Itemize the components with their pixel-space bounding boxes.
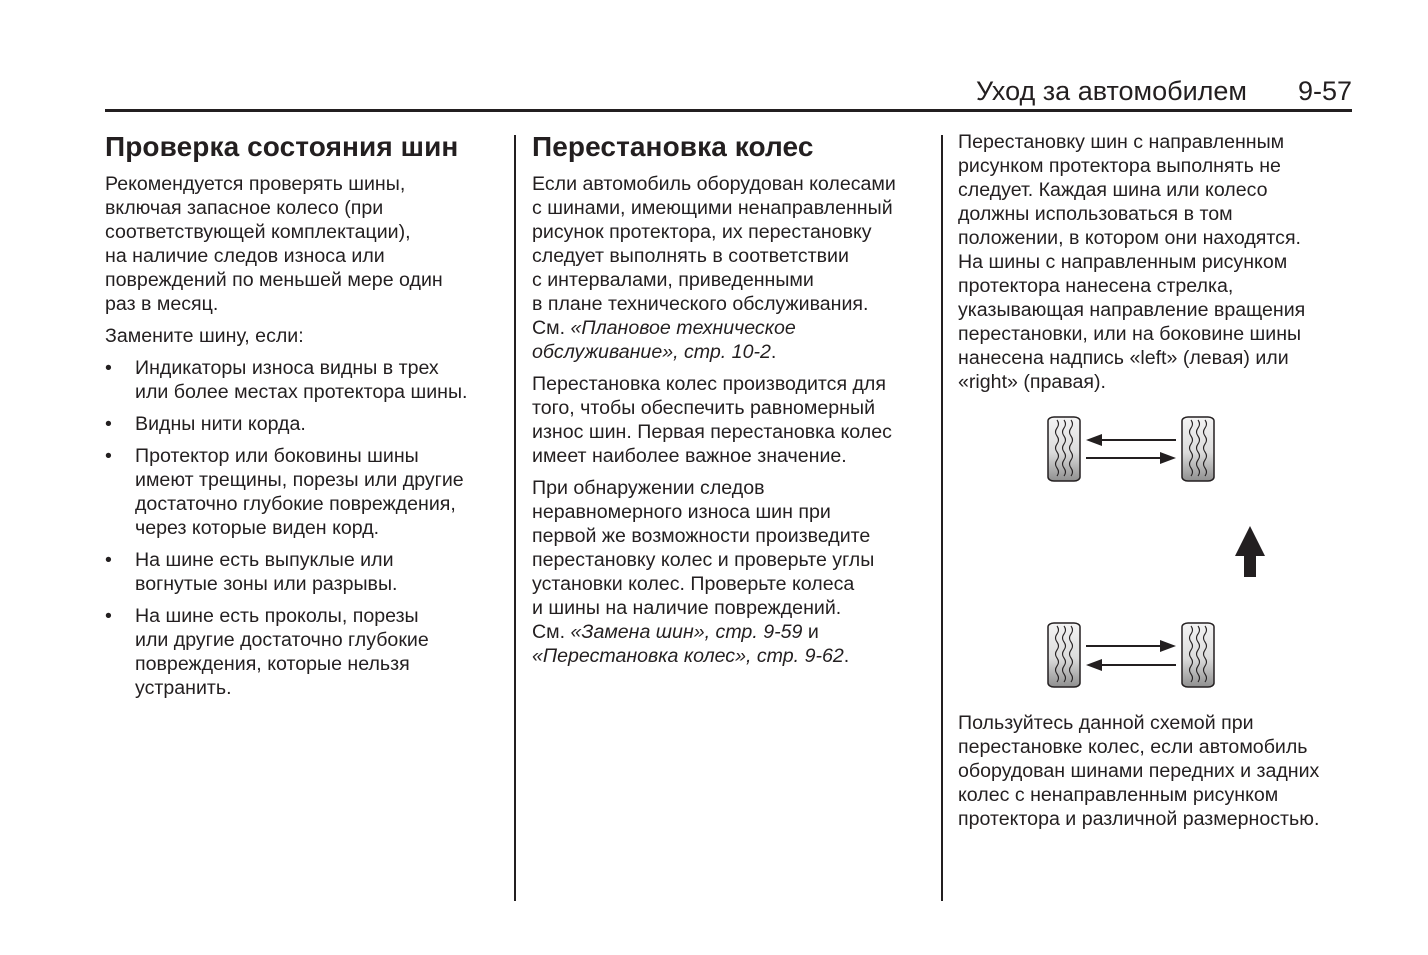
section-title: Уход за автомобилем [975,76,1247,106]
uneven-wear-paragraph: При обнаружении следов неравномерного износа шин при первой же возможности произведите перестановку колес и проверьте углы установки колес. Проверьте колеса и шины на наличие повреждений. См. «Замена шин», стр. 9-59 и «Перестановка колес», стр. 9-62. [532,477,875,667]
header-rule [105,109,1352,112]
arrow-right-icon [1086,452,1176,464]
arrow-left-icon [1086,434,1176,446]
bullet-icon: • [105,445,112,467]
cross-reference-link[interactable]: обслуживание», стр. 10-2 [532,341,771,363]
list-item: • На шине есть выпуклые или вогнутые зоны или разрывы. [105,549,398,595]
bullet-icon: • [105,605,112,627]
bullet-icon: • [105,413,112,435]
diagram-usage-paragraph-block [958,711,1358,839]
diagram-usage-paragraph: Пользуйтесь данной схемой при перестановке колес, если автомобиль оборудован шинами передних и задних колес с ненаправленным рисунком протектора и различной размерностью. [958,712,1320,830]
replace-if-label: Замените шину, если: [105,325,304,347]
arrow-up-icon [1235,526,1265,577]
cross-reference-link[interactable]: «Замена шин», стр. 9-59 [570,621,803,643]
directional-tires-paragraph: Перестановку шин с направленным рисунком протектора выполнять не следует. Каждая шина или колесо должны использоваться в том положении, в котором они находятся. На шины с направленным рисунком протектора нанесена стрелка, указывающая направление вращения перестановки, или на боковине шины нанесена надпись «left» (левая) или «right» (правая). [958,131,1306,393]
column-tire-rotation [532,128,927,676]
intro-paragraph: Рекомендуется проверять шины, включая запасное колесо (при соответствующей комплектации), на наличие следов износа или повреждений по меньшей мере один раз в месяц. [105,173,443,315]
heading-tire-rotation: Перестановка колес [532,131,814,162]
page-number: 9-57 [1297,76,1352,106]
tire-icon-front-right [1182,417,1214,481]
arrow-right-icon [1086,640,1176,652]
list-item: • Видны нити корда. [105,413,306,435]
tire-icon-front-left [1048,417,1080,481]
bullet-icon: • [105,549,112,571]
bullet-icon: • [105,357,112,379]
column-divider [514,135,516,901]
cross-reference-link[interactable]: «Плановое техническое [570,317,796,339]
list-item: • На шине есть проколы, порезы или другие достаточно глубокие повреждения, которые нельзя устранить. [105,605,429,699]
list-item: • Индикаторы износа видны в трех или более местах протектора шины. [105,357,468,403]
heading-tire-inspection: Проверка состояния шин [105,131,459,162]
page-header [105,72,1352,112]
tire-icon-rear-right [1182,623,1214,687]
rotation-intro-paragraph: Если автомобиль оборудован колесами с шинами, имеющими ненаправленный рисунок протектора, их перестановку следует выполнять в соответствии с интервалами, приведенными в плане технического обслуживания. См. «Плановое техническое обслуживание», стр. 10-2. [532,173,896,363]
tire-rotation-diagram [1040,410,1280,700]
column-tire-inspection [105,128,500,708]
tire-icon-rear-left [1048,623,1080,687]
rotation-purpose-paragraph: Перестановка колес производится для того, чтобы обеспечить равномерный износ шин. Первая перестановка колес имеет наиболее важное значение. [532,373,892,467]
arrow-left-icon [1086,659,1176,671]
column-divider [941,135,943,901]
column-directional-tires [958,130,1353,402]
replace-conditions-list [105,356,500,700]
cross-reference-link[interactable]: «Перестановка колес», стр. 9-62 [532,645,844,667]
list-item: • Протектор или боковины шины имеют трещины, порезы или другие достаточно глубокие повреждения, через которые виден корд. [105,445,464,539]
